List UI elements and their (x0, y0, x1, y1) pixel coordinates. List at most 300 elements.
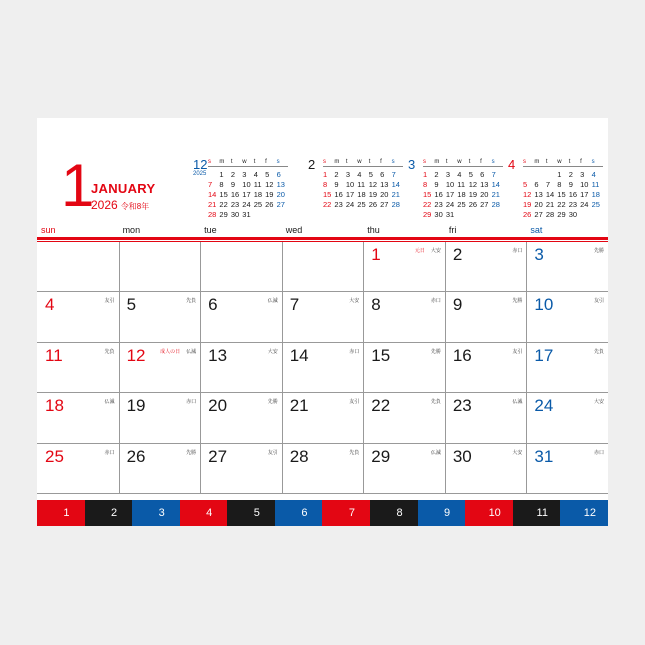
month-tab-2[interactable] (85, 500, 133, 526)
mini-day: 17 (445, 190, 455, 199)
month-number: 1 (61, 152, 95, 219)
mini-day: 8 (557, 180, 562, 189)
day-number: 10 (534, 295, 554, 315)
mini-weekday: m (334, 159, 340, 165)
rokuyo-label: 赤口 (104, 449, 115, 456)
day-cell[interactable] (526, 444, 608, 494)
mini-day: 17 (580, 190, 589, 199)
rokuyo-label: 大安 (430, 248, 441, 254)
day-number: 18 (45, 396, 64, 416)
mini-day: 16 (568, 190, 578, 199)
mini-weekday: w (557, 159, 562, 165)
rokuyo-label: 先負 (430, 399, 441, 406)
empty-day-cell (282, 242, 364, 292)
day-cell[interactable] (363, 242, 445, 292)
day-cell[interactable] (37, 343, 119, 393)
mini-day: 4 (591, 170, 596, 179)
day-number: 27 (208, 446, 228, 466)
mini-day: 27 (380, 200, 389, 209)
mini-weekday: t (345, 159, 348, 165)
mini-day: 6 (380, 170, 385, 179)
mini-day: 30 (230, 210, 240, 219)
mini-day: 22 (423, 200, 432, 209)
mini-day: 11 (357, 180, 366, 189)
mini-day: 19 (523, 200, 532, 209)
day-cell[interactable] (282, 292, 364, 342)
rokuyo-label: 仏滅 (512, 399, 523, 406)
row-divider (37, 291, 608, 292)
mini-day: 18 (457, 190, 466, 199)
month-tab-label: 6 (301, 507, 308, 519)
mini-day: 27 (534, 210, 543, 219)
mini-day: 4 (357, 170, 362, 179)
rokuyo-label: 赤口 (593, 449, 604, 456)
mini-day: 17 (345, 190, 355, 199)
mini-day: 19 (368, 190, 378, 199)
mini-weekday: t (230, 159, 233, 165)
mini-day: 22 (323, 200, 332, 209)
day-number: 5 (126, 295, 137, 315)
mini-day: 7 (545, 180, 551, 189)
mini-weekday: t (468, 159, 471, 165)
day-number: 25 (45, 446, 64, 466)
mini-day: 26 (468, 200, 478, 209)
rokuyo-label: 先勝 (186, 449, 197, 456)
month-tab-12[interactable] (560, 500, 608, 526)
mini-day: 30 (434, 210, 443, 219)
mini-weekday: t (368, 159, 371, 165)
day-number: 2 (452, 245, 463, 264)
rokuyo-label: 大安 (512, 449, 523, 456)
row-divider (37, 443, 608, 444)
mini-weekday: s (523, 159, 526, 165)
mini-weekday: w (357, 159, 362, 165)
day-number: 23 (452, 396, 472, 416)
holiday-label: 元日 (414, 248, 425, 254)
day-cell[interactable] (119, 444, 201, 494)
day-cell[interactable] (526, 343, 608, 393)
mini-weekday: t (445, 159, 448, 165)
mini-month-number: 2 (308, 157, 316, 172)
mini-day: 3 (445, 170, 451, 179)
month-tab-label: 1 (63, 507, 70, 519)
day-number: 8 (371, 295, 381, 315)
mini-day: 12 (523, 190, 532, 199)
mini-day: 23 (230, 200, 240, 209)
day-cell[interactable] (119, 343, 201, 393)
mini-month-number: 4 (508, 157, 516, 172)
rokuyo-label: 大安 (267, 348, 278, 355)
weekday-header (37, 225, 608, 237)
mini-day: 23 (334, 200, 343, 209)
month-tab-7[interactable] (322, 500, 370, 526)
mini-day: 3 (345, 170, 351, 179)
rokuyo-label: 先勝 (593, 248, 604, 254)
rokuyo-label: 先負 (186, 298, 197, 305)
mini-day: 26 (368, 200, 378, 209)
day-number: 16 (452, 345, 472, 365)
rokuyo-label: 赤口 (430, 298, 441, 305)
year-label (91, 198, 149, 212)
mini-weekday: f (380, 159, 382, 165)
day-cell[interactable] (200, 393, 282, 443)
mini-day: 8 (423, 180, 428, 189)
mini-day: 6 (534, 180, 539, 189)
mini-day: 12 (368, 180, 378, 189)
mini-day: 28 (391, 200, 400, 209)
calendar-page (37, 118, 608, 526)
holiday-label: 成人の日 (160, 348, 181, 355)
mini-day: 23 (434, 200, 443, 209)
day-number: 13 (208, 345, 228, 365)
day-number: 1 (371, 245, 381, 264)
day-number: 4 (45, 295, 55, 315)
row-divider (37, 493, 608, 494)
day-number: 20 (208, 396, 228, 416)
mini-weekday-header (208, 159, 288, 167)
mini-day: 9 (568, 180, 573, 189)
mini-weekday: s (491, 159, 495, 165)
rokuyo-label: 先勝 (430, 348, 441, 355)
day-number: 31 (534, 446, 554, 466)
mini-day: 2 (230, 170, 236, 179)
mini-day: 12 (265, 180, 274, 189)
month-tab-label: 10 (488, 507, 501, 519)
mini-day: 24 (445, 200, 455, 209)
mini-day: 3 (242, 170, 247, 179)
mini-day: 2 (568, 170, 573, 179)
mini-day: 9 (434, 180, 439, 189)
day-cell[interactable] (445, 242, 527, 292)
month-tab-label: 3 (158, 507, 165, 519)
day-number: 26 (126, 446, 146, 466)
day-cell[interactable] (37, 292, 119, 342)
month-name: JANUARY (91, 181, 156, 196)
weekday-wed: wed (285, 225, 303, 235)
weekday-tue: tue (204, 225, 217, 235)
mini-day: 15 (323, 190, 332, 199)
mini-day: 1 (323, 170, 328, 179)
mini-weekday: t (253, 159, 256, 165)
mini-day: 19 (468, 190, 478, 199)
rokuyo-label: 先負 (104, 348, 115, 355)
month-tab-label: 5 (253, 507, 260, 519)
mini-day: 5 (468, 170, 473, 179)
weekday-sat: sat (530, 225, 543, 235)
day-cell[interactable] (200, 444, 282, 494)
mini-day: 28 (491, 200, 500, 209)
mini-day: 25 (457, 200, 466, 209)
mini-day: 22 (557, 200, 566, 209)
rokuyo-label: 赤口 (349, 348, 360, 355)
month-tab-6[interactable] (275, 500, 323, 526)
mini-day: 15 (219, 190, 228, 199)
day-cell[interactable] (445, 393, 527, 443)
day-cell[interactable] (526, 242, 608, 292)
month-tabs (37, 500, 608, 526)
day-number: 19 (126, 396, 146, 416)
mini-day: 18 (357, 190, 366, 199)
month-tab-9[interactable] (418, 500, 466, 526)
day-cell[interactable] (37, 393, 119, 443)
rokuyo-label: 友引 (267, 449, 278, 456)
mini-month-number: 3 (408, 157, 416, 172)
mini-day: 20 (534, 200, 543, 209)
month-tab-4[interactable] (180, 500, 228, 526)
day-number: 12 (126, 345, 146, 365)
mini-day: 25 (253, 200, 263, 209)
rokuyo-label: 友引 (349, 399, 360, 406)
mini-day: 15 (423, 190, 432, 199)
mini-day: 5 (265, 170, 270, 179)
mini-day: 5 (523, 180, 528, 189)
mini-day: 24 (345, 200, 355, 209)
rokuyo-label: 赤口 (186, 399, 197, 406)
mini-day: 3 (580, 170, 585, 179)
mini-day: 7 (208, 180, 213, 189)
mini-day: 4 (253, 170, 258, 179)
day-number: 28 (289, 446, 309, 466)
mini-weekday: w (242, 159, 247, 165)
mini-day: 23 (568, 200, 578, 209)
mini-year: 2025 (193, 171, 207, 177)
weekday-fri: fri (448, 225, 457, 235)
mini-day: 19 (265, 190, 274, 199)
day-number: 22 (371, 396, 391, 416)
rokuyo-label: 先負 (593, 348, 604, 355)
mini-day: 17 (242, 190, 251, 199)
day-cell[interactable] (526, 292, 608, 342)
mini-weekday: m (219, 159, 225, 165)
month-tab-label: 2 (111, 507, 118, 519)
weekday-thu: thu (367, 225, 380, 235)
rokuyo-label: 大安 (593, 399, 604, 406)
weekday-mon: mon (122, 225, 141, 235)
empty-day-cell (119, 242, 201, 292)
day-number: 21 (289, 396, 309, 416)
mini-day: 7 (491, 170, 496, 179)
day-cell[interactable] (37, 444, 119, 494)
month-tab-label: 4 (206, 507, 213, 519)
mini-days (423, 170, 503, 220)
mini-day: 24 (580, 200, 589, 209)
mini-day: 11 (591, 180, 600, 189)
day-cell[interactable] (119, 393, 201, 443)
mini-day: 10 (242, 180, 251, 189)
mini-weekday-header (423, 159, 503, 167)
year: 2026 (91, 198, 118, 212)
month-tab-11[interactable] (513, 500, 561, 526)
mini-day: 29 (557, 210, 566, 219)
mini-day: 28 (545, 210, 555, 219)
mini-day: 16 (230, 190, 240, 199)
mini-day: 29 (219, 210, 228, 219)
mini-day: 1 (219, 170, 224, 179)
month-tab-8[interactable] (370, 500, 418, 526)
month-grid (37, 242, 608, 494)
mini-day: 21 (491, 190, 500, 199)
era-label: 令和8年 (120, 202, 150, 211)
mini-day: 2 (334, 170, 339, 179)
mini-weekday: m (434, 159, 440, 165)
day-number: 9 (452, 295, 463, 315)
mini-day: 2 (434, 170, 439, 179)
mini-day: 27 (480, 200, 489, 209)
rokuyo-label: 仏滅 (430, 449, 441, 456)
month-tab-5[interactable] (227, 500, 275, 526)
mini-day: 13 (380, 180, 389, 189)
mini-day: 22 (219, 200, 228, 209)
day-cell[interactable] (363, 444, 445, 494)
mini-weekday: s (591, 159, 595, 165)
mini-weekday: s (391, 159, 395, 165)
mini-day: 31 (445, 210, 455, 219)
mini-weekday: t (568, 159, 571, 165)
column-divider (200, 242, 201, 494)
mini-day: 18 (253, 190, 263, 199)
mini-day-empty (523, 170, 534, 180)
mini-day: 20 (480, 190, 489, 199)
rokuyo-label: 先負 (349, 449, 360, 456)
day-number: 6 (208, 295, 218, 315)
mini-day: 26 (265, 200, 274, 209)
day-cell[interactable] (282, 343, 364, 393)
mini-day: 29 (423, 210, 432, 219)
day-number: 17 (534, 345, 554, 365)
column-divider (282, 242, 283, 494)
rokuyo-label: 仏滅 (267, 298, 278, 305)
mini-day: 15 (557, 190, 566, 199)
mini-day: 13 (534, 190, 543, 199)
mini-day: 18 (591, 190, 600, 199)
mini-day: 16 (434, 190, 443, 199)
day-number: 15 (371, 345, 391, 365)
column-divider (445, 242, 446, 494)
mini-day: 28 (208, 210, 217, 219)
mini-month-number: 12 (193, 157, 208, 172)
day-number: 24 (534, 396, 554, 416)
day-cell[interactable] (200, 343, 282, 393)
day-cell[interactable] (119, 292, 201, 342)
mini-weekday: f (580, 159, 582, 165)
mini-weekday: f (265, 159, 267, 165)
day-number: 3 (534, 245, 544, 264)
mini-day: 5 (368, 170, 373, 179)
header-rule (37, 237, 608, 240)
day-cell[interactable] (445, 292, 527, 342)
mini-day: 9 (230, 180, 236, 189)
mini-weekday: s (323, 159, 326, 165)
day-cell[interactable] (363, 292, 445, 342)
rokuyo-label: 大安 (349, 298, 360, 305)
day-cell[interactable] (445, 343, 527, 393)
mini-weekday: t (545, 159, 548, 165)
day-number: 29 (371, 446, 391, 466)
mini-day: 9 (334, 180, 339, 189)
mini-day: 14 (208, 190, 217, 199)
mini-day: 25 (357, 200, 366, 209)
day-cell[interactable] (363, 343, 445, 393)
mini-weekday-header (523, 159, 603, 167)
mini-day: 27 (276, 200, 285, 209)
column-divider (526, 242, 527, 494)
mini-day: 1 (423, 170, 428, 179)
mini-day: 31 (242, 210, 251, 219)
mini-day: 10 (345, 180, 355, 189)
mini-day: 30 (568, 210, 578, 219)
mini-day: 25 (591, 200, 600, 209)
month-tab-label: 8 (396, 507, 403, 519)
mini-day: 8 (323, 180, 328, 189)
month-tab-label: 7 (348, 507, 356, 519)
mini-day: 21 (391, 190, 400, 199)
mini-days (523, 170, 603, 220)
column-divider (119, 242, 120, 494)
month-tab-label: 12 (583, 507, 596, 519)
mini-day: 21 (208, 200, 217, 209)
rokuyo-label: 赤口 (512, 248, 523, 254)
mini-day: 14 (491, 180, 500, 189)
mini-weekday: s (276, 159, 280, 165)
rokuyo-label: 仏滅 (186, 348, 197, 355)
mini-day: 10 (445, 180, 455, 189)
rokuyo-label: 先勝 (512, 298, 523, 305)
mini-weekday: m (534, 159, 540, 165)
row-divider (37, 392, 608, 393)
day-cell[interactable] (282, 393, 364, 443)
rokuyo-label: 友引 (593, 298, 604, 305)
mini-day-empty (534, 170, 545, 180)
day-cell[interactable] (282, 444, 364, 494)
month-tab-label: 11 (536, 507, 548, 519)
day-cell[interactable] (526, 393, 608, 443)
month-tab-1[interactable] (37, 500, 85, 526)
mini-day: 14 (391, 180, 400, 189)
mini-day: 13 (276, 180, 285, 189)
mini-day: 20 (380, 190, 389, 199)
mini-weekday-header (323, 159, 403, 167)
mini-day: 10 (580, 180, 589, 189)
mini-day-empty (208, 170, 219, 180)
mini-weekday: s (423, 159, 426, 165)
month-tab-label: 9 (444, 507, 451, 519)
day-number: 14 (289, 345, 309, 365)
month-tab-10[interactable] (465, 500, 513, 526)
day-cell[interactable] (445, 444, 527, 494)
day-cell[interactable] (200, 292, 282, 342)
rokuyo-label: 仏滅 (104, 399, 115, 406)
column-divider (363, 242, 364, 494)
day-number: 30 (452, 446, 472, 466)
mini-day: 14 (545, 190, 555, 199)
mini-weekday: w (457, 159, 462, 165)
mini-day: 8 (219, 180, 224, 189)
month-tab-3[interactable] (132, 500, 180, 526)
day-cell[interactable] (363, 393, 445, 443)
mini-weekday: f (480, 159, 482, 165)
mini-day: 4 (457, 170, 462, 179)
mini-day: 21 (545, 200, 555, 209)
rokuyo-label: 友引 (104, 298, 115, 305)
day-number: 11 (45, 345, 63, 365)
mini-day: 24 (242, 200, 251, 209)
mini-weekday: s (208, 159, 211, 165)
mini-days (208, 170, 288, 220)
mini-day: 6 (276, 170, 281, 179)
mini-day: 11 (457, 180, 466, 189)
rokuyo-label: 先勝 (267, 399, 278, 406)
mini-day: 7 (391, 170, 396, 179)
